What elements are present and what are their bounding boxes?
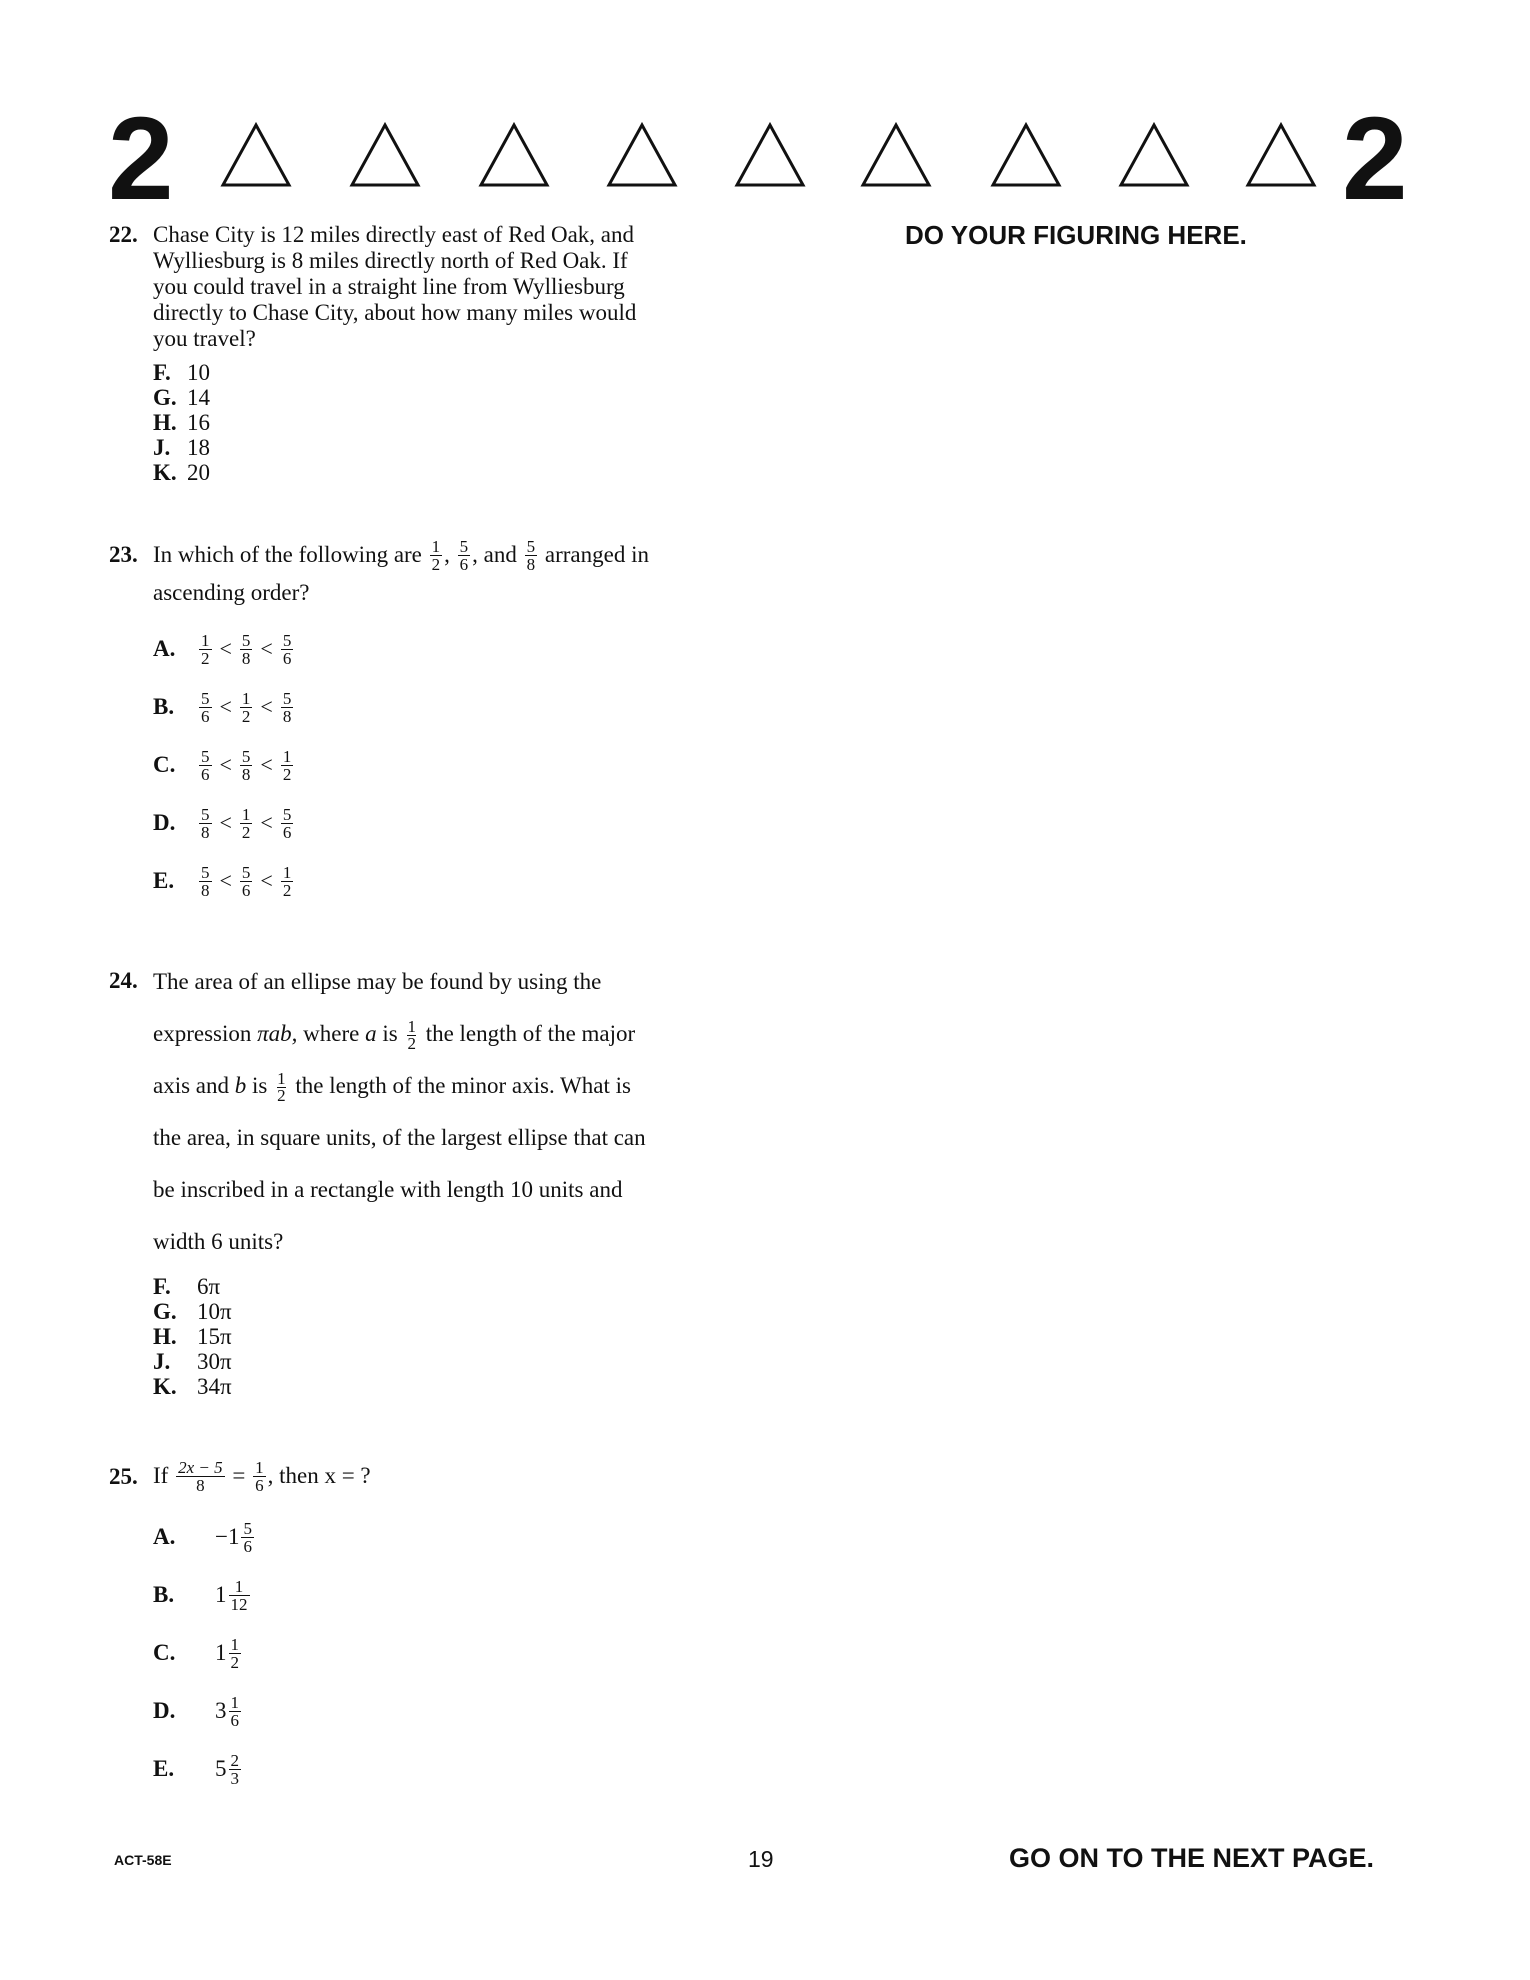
question-number: 22. [109, 222, 138, 247]
form-code: ACT-58E [114, 1852, 172, 1868]
fraction: $\frac{5}{6}$ [282, 804, 292, 842]
less-than-sign: < [260, 868, 273, 893]
option-letter: J. [153, 435, 171, 460]
option-letter: A. [153, 1524, 176, 1549]
fraction: $\frac{5}{8}$ [241, 630, 251, 668]
next-page-instruction: GO ON TO THE NEXT PAGE. [1009, 1843, 1375, 1873]
mixed-number-whole: 1 [215, 1640, 227, 1665]
section-number-left: 2 [108, 93, 174, 225]
text-line: expression πab, where a is $\frac{1}{2}$ the length of the major [153, 1017, 636, 1054]
answer-option-e[interactable] [153, 1740, 739, 1798]
answer-option-b[interactable] [153, 678, 739, 736]
option-value: 18 [187, 435, 210, 460]
fraction: $\frac{5}{8}$ [201, 862, 210, 900]
answer-option-j[interactable] [153, 435, 739, 460]
option-letter: B. [153, 694, 175, 719]
option-letter: F. [153, 360, 171, 385]
option-value: 10 [187, 360, 210, 385]
triangle-icon [990, 122, 1062, 188]
fraction: $\frac{5}{8}$ [241, 746, 251, 784]
fraction: $\frac{5}{6}$ [241, 862, 251, 900]
answer-option-c[interactable] [153, 1624, 739, 1682]
text-line: Wylliesburg is 8 miles directly north of Red Oak. If [153, 248, 628, 273]
answer-option-f[interactable] [153, 1274, 739, 1299]
option-letter: C. [153, 1640, 176, 1665]
triangle-icon [734, 122, 806, 188]
fraction: $\frac{1}{2}$ [282, 746, 292, 784]
option-letter: K. [153, 460, 177, 485]
triangle-icon [349, 122, 421, 188]
answer-option-d[interactable] [153, 794, 739, 852]
question-25 [109, 1458, 739, 1798]
less-than-sign: < [219, 752, 232, 777]
fraction-one-half: $\frac{1}{2}$ [407, 1017, 416, 1054]
fraction-five-sixths: $\frac{5}{6}$ [459, 536, 469, 574]
fraction: $\frac{1}{12}$ [230, 1576, 248, 1614]
question-text: In which of the following are $\frac{1}{2}$ , $\frac{5}{6}$ , and $\frac{5}{8}$ arranged in ascending order? [153, 538, 739, 606]
option-value: 15π [197, 1324, 232, 1349]
answer-option-a[interactable] [153, 620, 739, 678]
fraction-one-half: $\frac{1}{2}$ [431, 536, 441, 574]
triangle-icon [860, 122, 932, 188]
option-value: 30π [197, 1349, 232, 1374]
fraction: $\frac{1}{6}$ [230, 1692, 239, 1730]
question-text: If $\frac{2x - 5}{8}$ = $\frac{1}{6}$ , then x = ? [153, 1457, 371, 1495]
text-line: The area of an ellipse may be found by using the [153, 969, 602, 994]
fraction: $\frac{5}{6}$ [201, 746, 210, 784]
fraction-one-half: $\frac{1}{2}$ [277, 1069, 286, 1106]
question-24 [109, 956, 739, 1399]
less-than-sign: < [260, 636, 273, 661]
option-letter: K. [153, 1374, 177, 1399]
answer-option-g[interactable] [153, 385, 739, 410]
fraction: $\frac{5}{6}$ [282, 630, 292, 668]
text-line: you travel? [153, 326, 256, 351]
text-line: the area, in square units, of the largest ellipse that can [153, 1125, 646, 1150]
fraction: $\frac{1}{2}$ [230, 1634, 239, 1672]
text-fragment: arranged in [544, 542, 649, 567]
answer-option-d[interactable] [153, 1682, 739, 1740]
text-line: Chase City is 12 miles directly east of Red Oak, and [153, 222, 634, 247]
option-value: 16 [187, 410, 210, 435]
triangle-icon [478, 122, 550, 188]
answer-option-e[interactable] [153, 852, 739, 910]
answer-option-k[interactable] [153, 1374, 739, 1399]
text-fragment: In which of the following are [153, 542, 422, 567]
fraction-rhs: $\frac{1}{6}$ [255, 1457, 264, 1495]
question-number: 24. [109, 968, 138, 993]
fraction: $\frac{1}{2}$ [282, 862, 292, 900]
question-text [153, 222, 739, 352]
answer-options [153, 360, 739, 485]
option-letter: F. [153, 1274, 171, 1299]
option-value: 14 [187, 385, 210, 410]
answer-options [153, 620, 739, 910]
mixed-number-whole: 1 [215, 1582, 227, 1607]
less-than-sign: < [260, 810, 273, 835]
answer-option-f[interactable] [153, 360, 739, 385]
fraction: $\frac{5}{8}$ [201, 804, 210, 842]
text-line: axis and b is $\frac{1}{2}$ the length of the minor axis. What is [153, 1069, 631, 1106]
text-line: ascending order? [153, 580, 310, 605]
figuring-label: DO YOUR FIGURING HERE. [905, 220, 1247, 250]
answer-option-j[interactable] [153, 1349, 739, 1374]
option-letter: A. [153, 636, 176, 661]
fraction: $\frac{1}{2}$ [241, 804, 251, 842]
triangle-icon [1245, 122, 1317, 188]
option-letter: H. [153, 410, 177, 435]
option-letter: G. [153, 1299, 177, 1324]
question-text [153, 956, 739, 1268]
fraction: $\frac{1}{2}$ [241, 688, 251, 726]
mixed-number-whole: 5 [215, 1756, 227, 1781]
fraction: $\frac{5}{6}$ [201, 688, 210, 726]
option-value: 34π [197, 1374, 232, 1399]
text-line: width 6 units? [153, 1229, 284, 1254]
answer-options [153, 1508, 739, 1798]
option-letter: C. [153, 752, 176, 777]
less-than-sign: < [219, 694, 232, 719]
text-fragment: and [483, 542, 517, 567]
option-letter: H. [153, 1324, 177, 1349]
option-value: 10π [197, 1299, 232, 1324]
less-than-sign: < [260, 752, 273, 777]
answer-option-c[interactable] [153, 736, 739, 794]
question-22 [109, 222, 739, 485]
fraction-lhs: $\frac{2x - 5}{8}$ [178, 1457, 223, 1495]
answer-option-b[interactable] [153, 1566, 739, 1624]
less-than-sign: < [260, 694, 273, 719]
triangle-icon [1118, 122, 1190, 188]
option-letter: E. [153, 1756, 175, 1781]
triangle-icon [220, 122, 292, 188]
page-number: 19 [748, 1846, 774, 1872]
fraction: $\frac{2}{3}$ [230, 1750, 239, 1788]
answer-option-h[interactable] [153, 1324, 739, 1349]
option-value: 6π [197, 1274, 221, 1299]
option-letter: D. [153, 1698, 176, 1723]
option-value: 20 [187, 460, 210, 485]
section-number-right: 2 [1342, 93, 1408, 225]
mixed-number-whole: 3 [215, 1698, 227, 1723]
option-letter: G. [153, 385, 177, 410]
triangle-icon [606, 122, 678, 188]
text-line: be inscribed in a rectangle with length 10 units and [153, 1177, 623, 1202]
mixed-number-whole: −1 [215, 1524, 240, 1549]
answer-option-a[interactable] [153, 1508, 739, 1566]
less-than-sign: < [219, 810, 232, 835]
fraction: $\frac{5}{6}$ [243, 1518, 252, 1556]
answer-option-h[interactable] [153, 410, 739, 435]
fraction: $\frac{5}{8}$ [282, 688, 292, 726]
question-number: 25. [109, 1464, 138, 1489]
answer-option-g[interactable] [153, 1299, 739, 1324]
option-letter: D. [153, 810, 176, 835]
option-letter: E. [153, 868, 175, 893]
fraction-five-eighths: $\frac{5}{8}$ [526, 536, 536, 574]
less-than-sign: < [219, 868, 232, 893]
option-letter: B. [153, 1582, 175, 1607]
answer-options [153, 1274, 739, 1399]
question-23 [109, 538, 739, 910]
answer-option-k[interactable] [153, 460, 739, 485]
text-line: you could travel in a straight line from Wylliesburg [153, 274, 625, 299]
question-number: 23. [109, 542, 138, 567]
fraction: $\frac{1}{2}$ [201, 630, 210, 668]
less-than-sign: < [219, 636, 232, 661]
option-letter: J. [153, 1349, 171, 1374]
text-line: directly to Chase City, about how many miles would [153, 300, 637, 325]
